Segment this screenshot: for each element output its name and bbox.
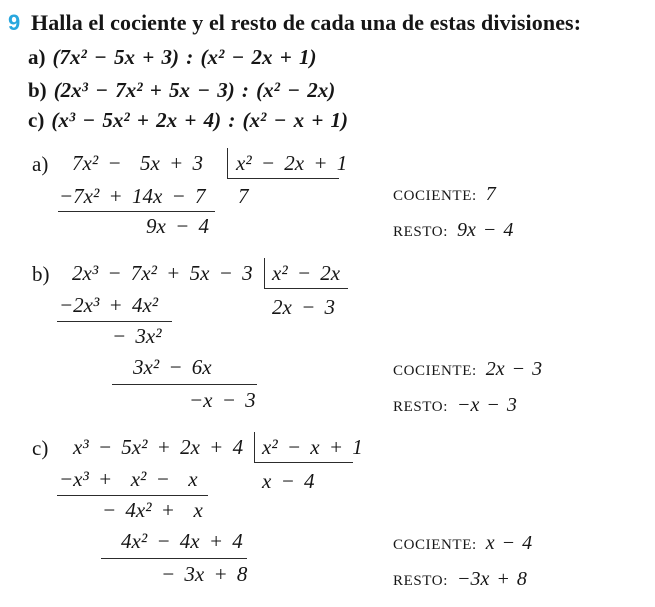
cociente-label: COCIENTE: [393, 537, 477, 553]
work-row: 4x² − 4x + 4 [121, 529, 243, 553]
work-row: −2x³ + 4x² [59, 293, 159, 317]
answer-cociente-line [393, 533, 532, 553]
solution-label: b) [32, 262, 50, 286]
resto-value: −3x + 8 [457, 568, 527, 590]
quotient-expression: 7 [238, 184, 249, 208]
problem-expression: (2x³ − 7x² + 5x − 3) : (x² − 2x) [53, 78, 336, 102]
divisor-expression: x² − x + 1 [262, 435, 363, 459]
work-row: 3x² − 6x [133, 355, 212, 379]
exercise-number-badge: 9 [8, 10, 21, 35]
problem-label: a) [28, 45, 46, 69]
problem-item-b [28, 79, 335, 102]
exercise-title: Halla el cociente y el resto de cada una de estas divisiones: [31, 10, 582, 35]
subtraction-line [58, 211, 215, 212]
problem-item-a [28, 46, 316, 69]
resto-value: −x − 3 [457, 394, 517, 416]
subtraction-line [101, 558, 247, 559]
problem-label: b) [28, 78, 47, 102]
cociente-value: 2x − 3 [485, 358, 543, 380]
quotient-expression: x − 4 [262, 469, 315, 493]
cociente-value: x − 4 [485, 532, 533, 554]
resto-label: RESTO: [393, 224, 449, 240]
cociente-label: COCIENTE: [393, 188, 477, 204]
problem-expression: (7x² − 5x + 3) : (x² − 2x + 1) [52, 45, 317, 69]
solution-label: c) [32, 436, 49, 460]
dividend-row: 2x³ − 7x² + 5x − 3 [72, 261, 253, 285]
resto-value: 9x − 4 [457, 219, 514, 241]
subtraction-line [112, 384, 257, 385]
answer-resto-line [393, 569, 527, 589]
remainder-row: −x − 3 [189, 388, 256, 412]
answer-resto-line [393, 220, 513, 240]
resto-label: RESTO: [393, 573, 449, 589]
problem-label: c) [28, 108, 45, 132]
dividend-row: 7x² − 5x + 3 [72, 151, 204, 175]
problem-item-c [28, 109, 348, 132]
work-row: − 4x² + x [102, 498, 203, 522]
cociente-label: COCIENTE: [393, 363, 477, 379]
work-row: −x³ + x² − x [59, 467, 198, 491]
quotient-expression: 2x − 3 [272, 295, 335, 319]
resto-label: RESTO: [393, 399, 449, 415]
problem-expression: (x³ − 5x² + 2x + 4) : (x² − x + 1) [51, 108, 349, 132]
answer-cociente-line [393, 359, 542, 379]
work-row: −7x² + 14x − 7 [59, 184, 206, 208]
solution-label: a) [32, 152, 49, 176]
work-row: − 3x² [112, 324, 162, 348]
divisor-expression: x² − 2x [272, 261, 341, 285]
dividend-row: x³ − 5x² + 2x + 4 [73, 435, 244, 459]
subtraction-line [57, 321, 172, 322]
divisor-expression: x² − 2x + 1 [236, 151, 348, 175]
cociente-value: 7 [485, 183, 496, 205]
answer-cociente-line [393, 184, 496, 204]
remainder-row: − 3x + 8 [161, 562, 248, 586]
answer-resto-line [393, 395, 517, 415]
subtraction-line [57, 495, 208, 496]
remainder-row: 9x − 4 [146, 214, 209, 238]
